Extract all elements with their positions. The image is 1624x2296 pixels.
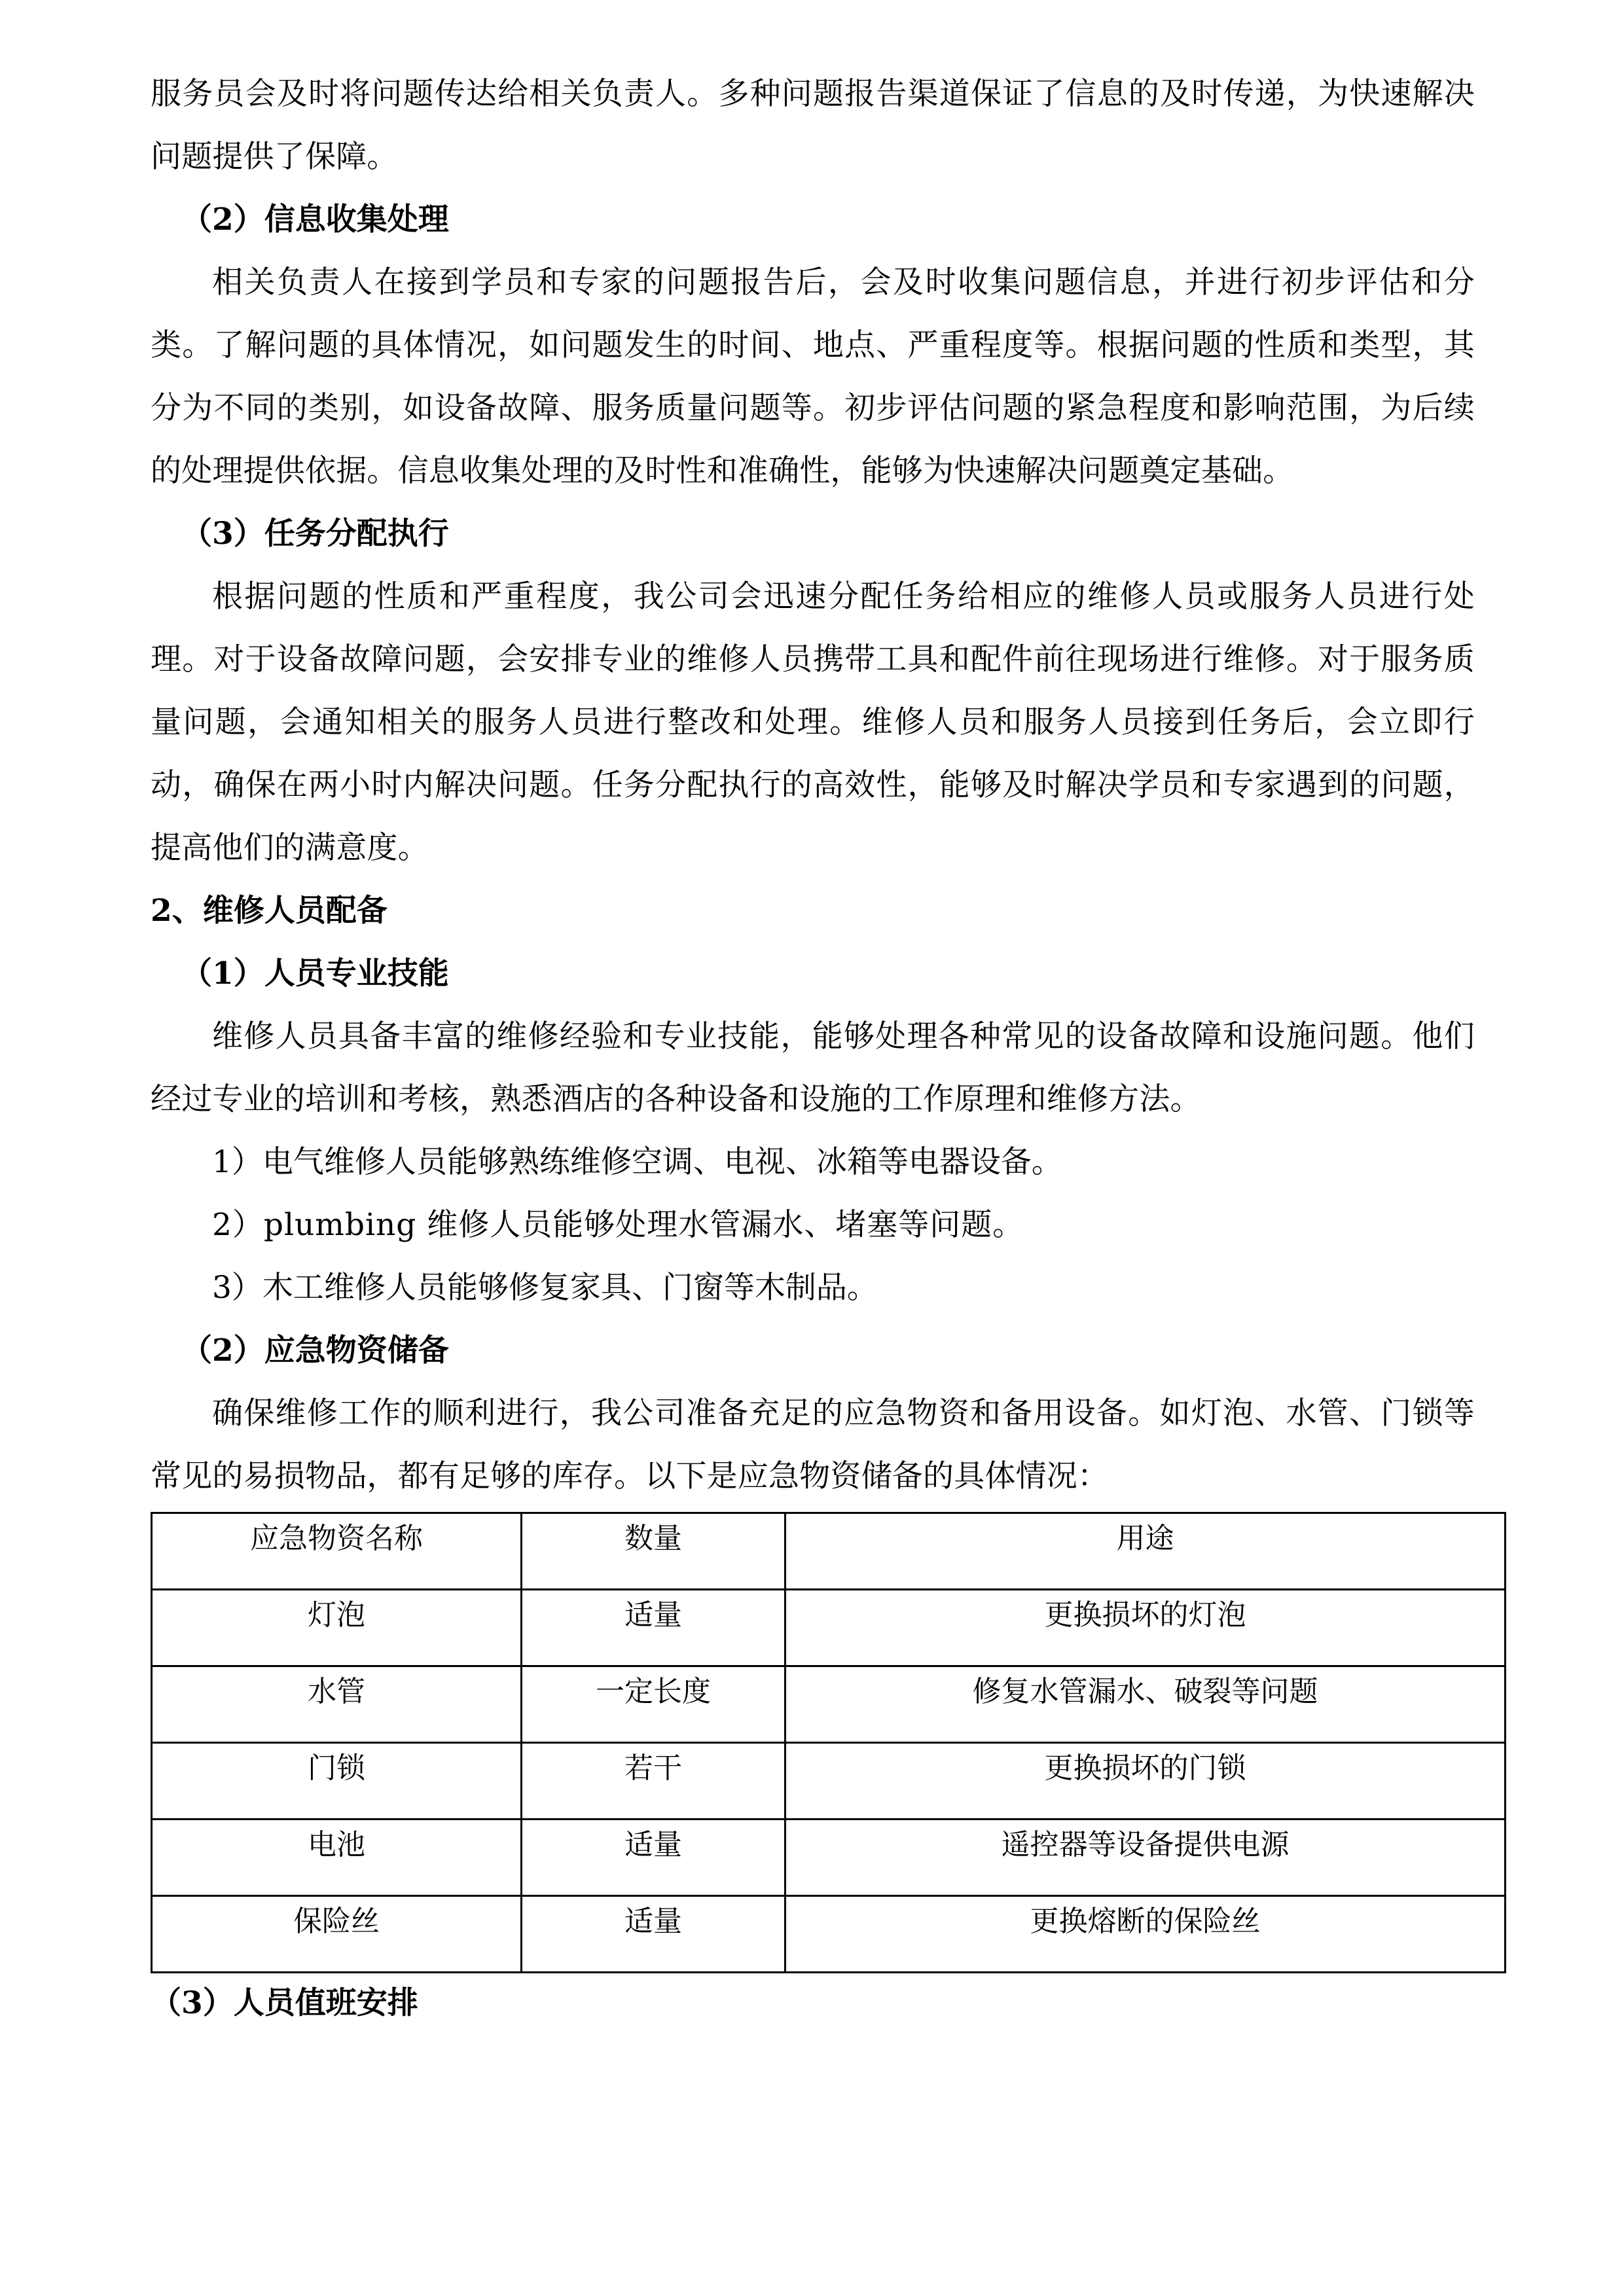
table-cell: 适量 — [522, 1896, 785, 1973]
paragraph: 确保维修工作的顺利进行，我公司准备充足的应急物资和备用设备。如灯泡、水管、门锁等常见的易损物品，都有足够的库存。以下是应急物资储备的具体情况： — [151, 1395, 1475, 1494]
paragraph: 根据问题的性质和严重程度，我公司会迅速分配任务给相应的维修人员或服务人员进行处理。对于设备故障问题，会安排专业的维修人员携带工具和配件前往现场进行维修。对于服务质量问题，会通知相关的服务人员进行整改和处理。维修人员和服务人员接到任务后，会立即行动，确保在两小时内解决问题。任务分配执行的高效性，能够及时解决学员和专家遇到的问题，提高他们的满意度。 — [151, 579, 1475, 866]
document-body — [151, 63, 1475, 2031]
table-header-cell: 应急物资名称 — [152, 1513, 522, 1590]
table-cell: 一定长度 — [522, 1666, 785, 1743]
table-row — [152, 1820, 1506, 1896]
table-cell: 保险丝 — [152, 1896, 522, 1973]
section-heading: （2）应急物资储备 — [181, 1333, 449, 1369]
emergency-supplies-table — [151, 1512, 1506, 1973]
table-cell: 更换损坏的灯泡 — [785, 1590, 1506, 1666]
table-header-cell: 用途 — [785, 1513, 1506, 1590]
list-item: 3）木工维修人员能够修复家具、门窗等木制品。 — [212, 1270, 878, 1306]
table-cell: 适量 — [522, 1590, 785, 1666]
table-cell: 电池 — [152, 1820, 522, 1896]
table-cell: 若干 — [522, 1743, 785, 1820]
table-cell: 更换熔断的保险丝 — [785, 1896, 1506, 1973]
table-header-row — [152, 1513, 1506, 1590]
paragraph: 相关负责人在接到学员和专家的问题报告后，会及时收集问题信息，并进行初步评估和分类。了解问题的具体情况，如问题发生的时间、地点、严重程度等。根据问题的性质和类型，其分为不同的类别，如设备故障、服务质量问题等。初步评估问题的紧急程度和影响范围，为后续的处理提供依据。信息收集处理的及时性和准确性，能够为快速解决问题奠定基础。 — [151, 264, 1475, 489]
list-item: 2）plumbing 维修人员能够处理水管漏水、堵塞等问题。 — [212, 1207, 1024, 1243]
table-header-cell: 数量 — [522, 1513, 785, 1590]
section-heading: 2、维修人员配备 — [151, 893, 388, 929]
table-cell: 适量 — [522, 1820, 785, 1896]
table-cell: 遥控器等设备提供电源 — [785, 1820, 1506, 1896]
table-cell: 水管 — [152, 1666, 522, 1743]
section-heading: （1）人员专业技能 — [181, 956, 449, 992]
section-heading: （2）信息收集处理 — [181, 202, 449, 238]
paragraph: 维修人员具备丰富的维修经验和专业技能，能够处理各种常见的设备故障和设施问题。他们经过专业的培训和考核，熟悉酒店的各种设备和设施的工作原理和维修方法。 — [151, 1018, 1475, 1117]
table-cell: 修复水管漏水、破裂等问题 — [785, 1666, 1506, 1743]
list-item: 1）电气维修人员能够熟练维修空调、电视、冰箱等电器设备。 — [212, 1144, 1062, 1180]
section-heading: （3）任务分配执行 — [181, 516, 449, 552]
table-cell: 门锁 — [152, 1743, 522, 1820]
paragraph: 服务员会及时将问题传达给相关负责人。多种问题报告渠道保证了信息的及时传递，为快速解决问题提供了保障。 — [151, 76, 1475, 175]
table-row — [152, 1590, 1506, 1666]
table-cell: 灯泡 — [152, 1590, 522, 1666]
section-heading: （3）人员值班安排 — [151, 1985, 418, 2021]
table-row — [152, 1743, 1506, 1820]
table-cell: 更换损坏的门锁 — [785, 1743, 1506, 1820]
table-row — [152, 1896, 1506, 1973]
table-row — [152, 1666, 1506, 1743]
